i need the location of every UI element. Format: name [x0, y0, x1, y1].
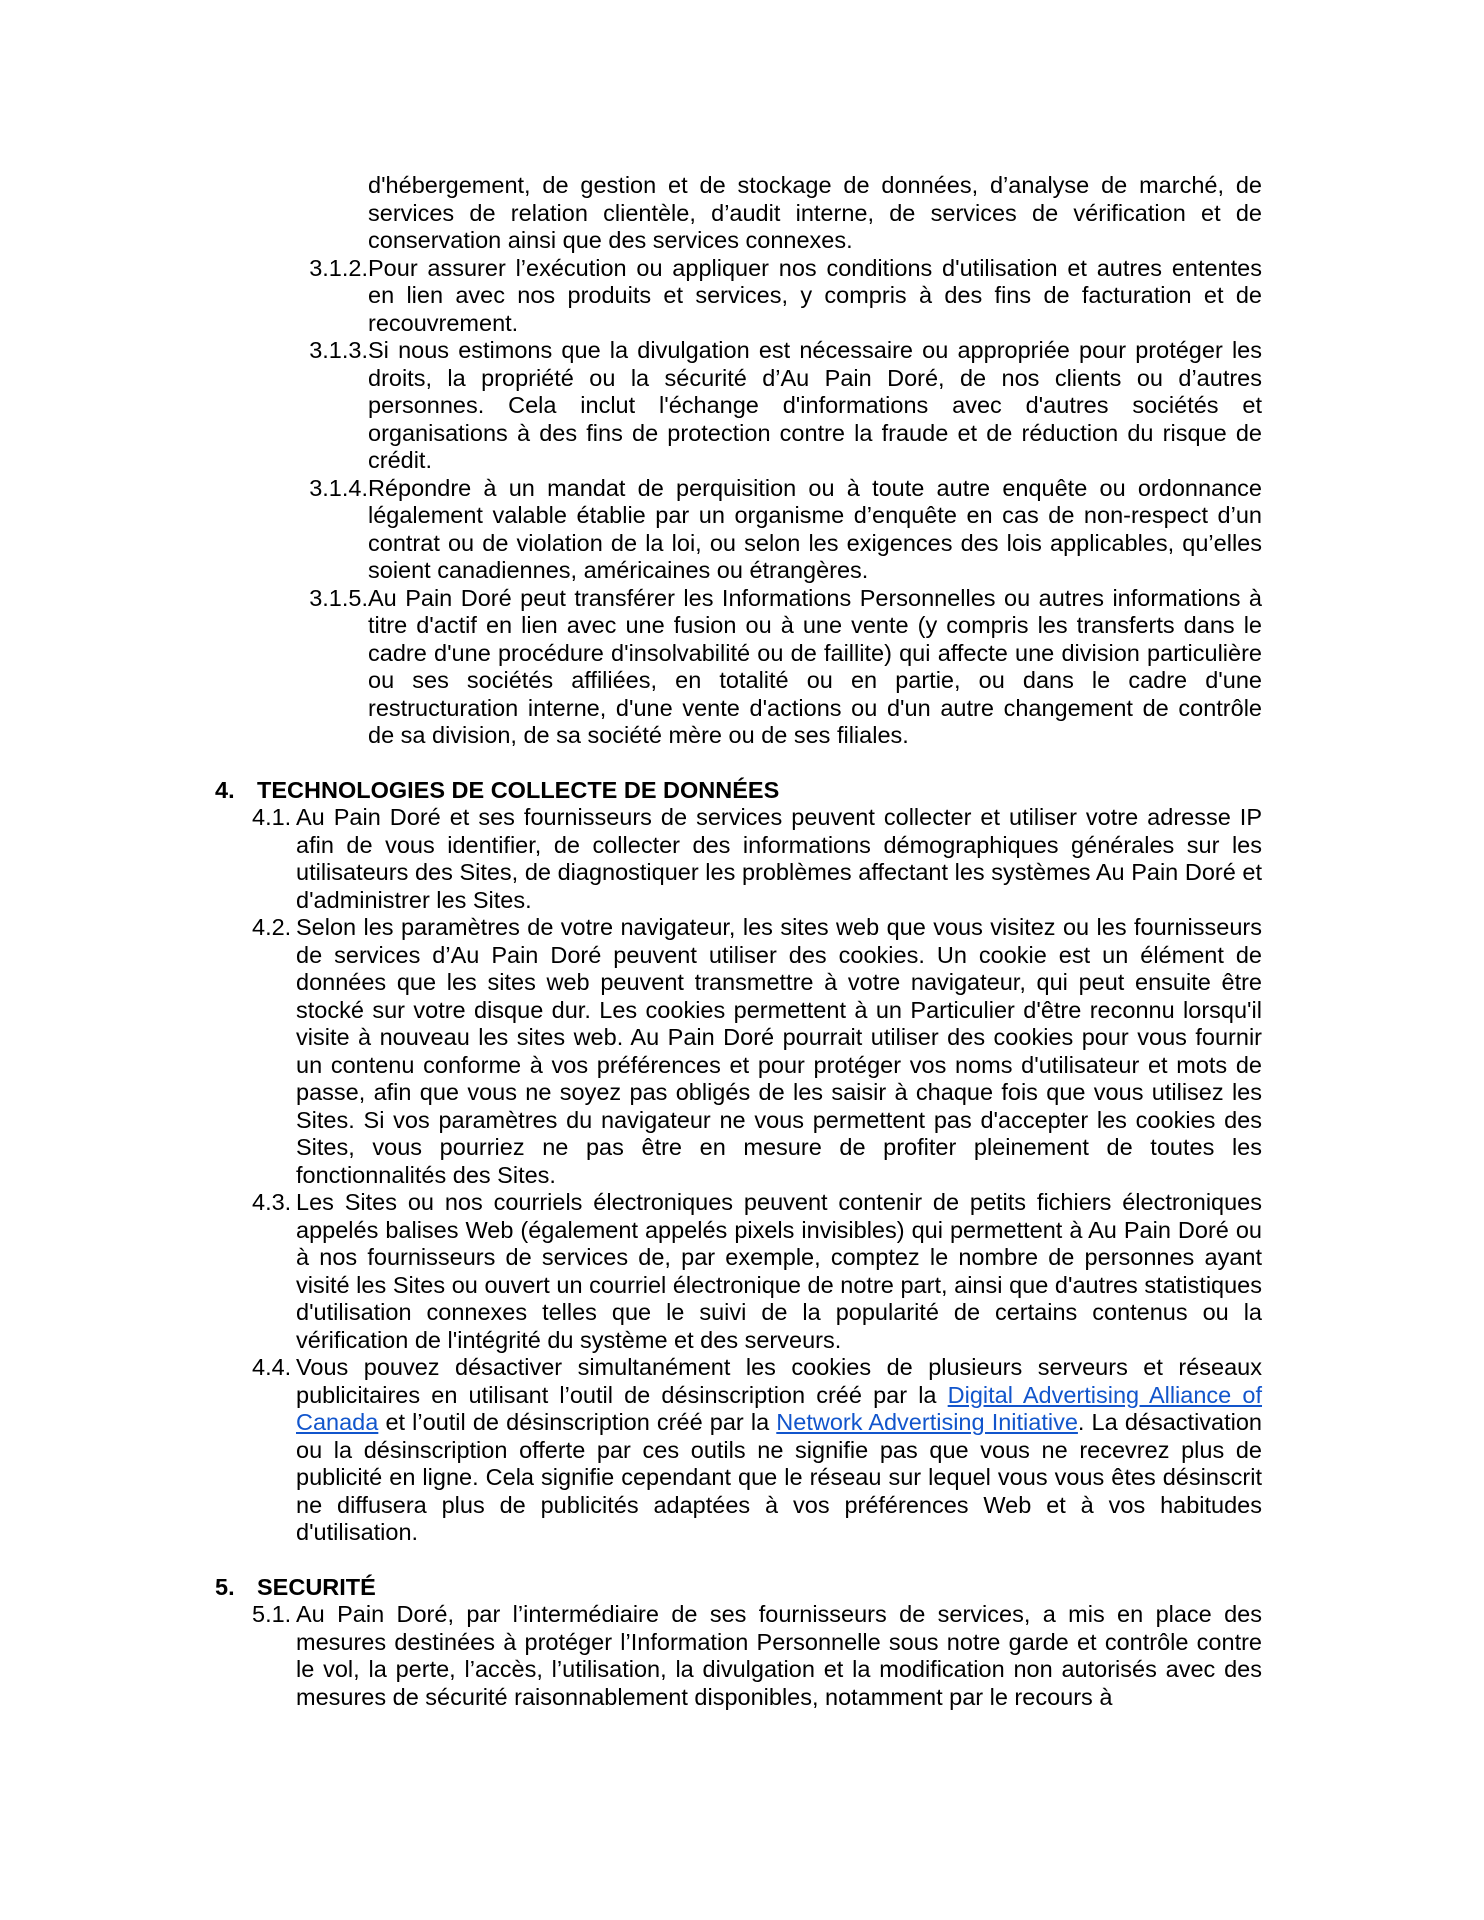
item-text-segment: Vous pouvez désactiver simultanément les cookies de plusieurs serveurs et réseaux publicitaires en utilisant l’outil de désinscription créé par la	[296, 1354, 1262, 1408]
list-item-3-1-4	[309, 474, 1262, 585]
item-text: Répondre à un mandat de perquisition ou à toute autre enquête ou ordonnance légalement valable établie par un organisme d’enquête en cas de non-respect d’un contrat ou de violation de la loi, ou selon les exigences des lois applicables, qu’elles soient canadiennes, américaines ou étrangères.	[368, 474, 1262, 583]
item-number: 3.1.3.	[309, 337, 368, 363]
item-text: Selon les paramètres de votre navigateur, les sites web que vous visitez ou les fournisseurs de services d’Au Pain Doré peuvent utiliser des cookies. Un cookie est un élément de données que les sites web peuvent transmettre à votre navigateur, qui peut ensuite être stocké sur votre disque dur. Les cookies permettent à un Particulier d'être reconnu lorsqu'il visite à nouveau les sites web. Au Pain Doré pourrait utiliser des cookies pour vous fournir un contenu conforme à vos préférences et pour protéger vos noms d'utilisateur et mots de passe, afin que vous ne soyez pas obligés de les saisir à chaque fois que vous utilisez les Sites. Si vos paramètres du navigateur ne vous permettent pas d'accepter les cookies des Sites, vous pourriez ne pas être en mesure de profiter pleinement de toutes les fonctionnalités des Sites.	[296, 914, 1262, 1188]
list-item-4-3	[252, 1189, 1262, 1354]
section-title: TECHNOLOGIES DE COLLECTE DE DONNÉES	[257, 776, 780, 803]
list-item-3-1-2	[309, 254, 1262, 338]
item-text-segment: . La désactivation ou la désinscription offerte par ces outils ne signifie pas que vous ne recevrez plus de publicité en ligne. Cela signifie cependant que le réseau sur lequel vous vous êtes désinscrit ne diffusera plus de publicités adaptées à vos préférences Web et à vos habitudes d'utilisation.	[296, 1409, 1262, 1545]
item-text: Au Pain Doré peut transférer les Informations Personnelles ou autres informations à titre d'actif en lien avec une fusion ou à une vente (y compris les transferts dans le cadre d'une procédure d'insolvabilité ou de faillite) qui affecte une division particulière ou ses sociétés affiliées, en totalité ou en partie, ou dans le cadre d'une restructuration interne, d'une vente d'actions ou d'un autre changement de contrôle de sa division, de sa société mère ou de ses filiales.	[368, 584, 1262, 748]
link-network-advertising-initiative[interactable]: Network Advertising Initiative	[776, 1409, 1078, 1435]
list-item-4-2	[252, 914, 1262, 1189]
item-text: Si nous estimons que la divulgation est nécessaire ou appropriée pour protéger les droits, la propriété ou la sécurité d’Au Pain Doré, de nos clients ou d’autres personnes. Cela inclut l'échange d'informations avec d'autres sociétés et organisations à des fins de protection contre la fraude et de réduction du risque de crédit.	[368, 337, 1262, 473]
section-5-heading	[215, 1574, 1262, 1602]
item-text: Les Sites ou nos courriels électroniques peuvent contenir de petits fichiers électroniques appelés balises Web (également appelés pixels invisibles) qui permettent à Au Pain Doré ou à nos fournisseurs de services de, par exemple, comptez le nombre de personnes ayant visité les Sites ou ouvert un courriel électronique de notre part, ainsi que d'autres statistiques d'utilisation connexes telles que le suivi de la popularité de certains contenus ou la vérification de l'intégrité du système et des serveurs.	[296, 1189, 1262, 1353]
item-number: 3.1.2.	[309, 254, 368, 281]
list-item-5-1	[252, 1601, 1262, 1711]
item-number: 4.1.	[252, 804, 292, 830]
item-text-segment: et l’outil de désinscription créé par la	[378, 1409, 777, 1435]
link-digital-advertising-alliance-of-canada[interactable]: Digital Advertising Alliance of Canada	[296, 1381, 1262, 1435]
list-item-3-1-3	[309, 337, 1262, 475]
item-text: Pour assurer l’exécution ou appliquer nos conditions d'utilisation et autres ententes en lien avec nos produits et services, y compris à des fins de facturation et de recouvrement.	[368, 254, 1262, 336]
section-number: 4.	[215, 776, 235, 803]
item-number: 5.1.	[252, 1601, 292, 1627]
item-number: 4.3.	[252, 1189, 292, 1215]
section-4-heading	[215, 777, 1262, 805]
item-number: 3.1.4.	[309, 474, 368, 501]
section-number: 5.	[215, 1573, 235, 1600]
item-number: 4.4.	[252, 1354, 292, 1380]
item-number: 4.2.	[252, 914, 292, 940]
paragraph-text: d'hébergement, de gestion et de stockage de données, d’analyse de marché, de services de relation clientèle, d’audit interne, de services de vérification et de conservation ainsi que des services connexes.	[368, 172, 1262, 253]
item-text: Au Pain Doré, par l’intermédiaire de ses fournisseurs de services, a mis en place des mesures destinées à protéger l’Information Personnelle sous notre garde et contrôle contre le vol, la perte, l’accès, l’utilisation, la divulgation et la modification non autorisés avec des mesures de sécurité raisonnablement disponibles, notamment par le recours à	[296, 1601, 1262, 1710]
list-item-4-1	[252, 804, 1262, 914]
list-item-3-1-5	[309, 584, 1262, 750]
item-number: 3.1.5.	[309, 584, 368, 611]
item-text: Au Pain Doré et ses fournisseurs de services peuvent collecter et utiliser votre adresse IP afin de vous identifier, de collecter des informations démographiques générales sur les utilisateurs des Sites, de diagnostiquer les problèmes affectant les systèmes Au Pain Doré et d'administrer les Sites.	[296, 804, 1262, 913]
section-title: SECURITÉ	[257, 1573, 376, 1600]
paragraph-3-1-1-continuation	[368, 172, 1262, 255]
list-item-4-4	[252, 1354, 1262, 1547]
